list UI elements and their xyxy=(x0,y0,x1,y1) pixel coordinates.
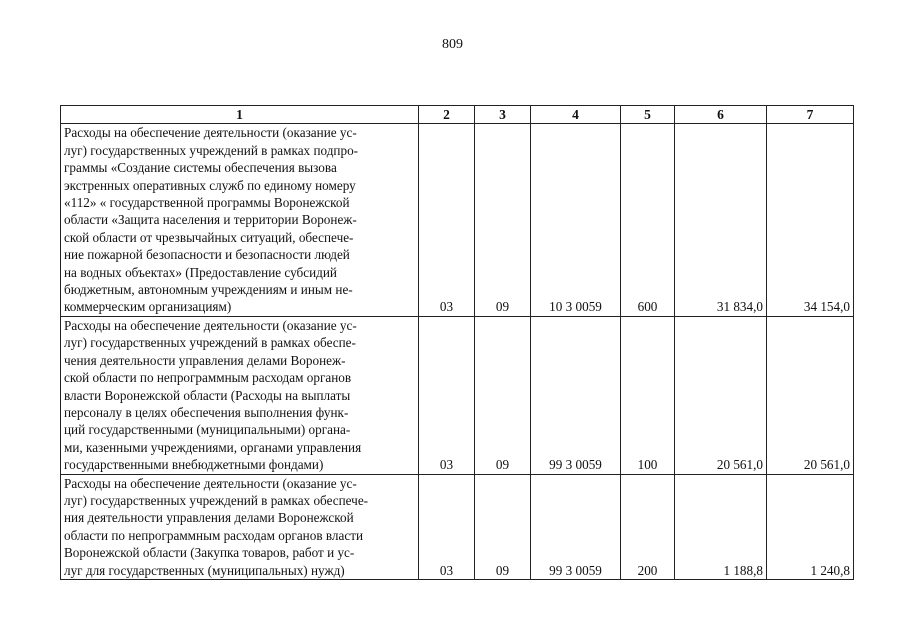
subsection-code: 09 xyxy=(475,474,531,579)
amount-col7: 20 561,0 xyxy=(767,316,854,474)
expense-description: Расходы на обеспечение деятельности (оказание ус- луг) государственных учреждений в рамках обеспече- ния деятельности управления делами Воронежской области по непрограммным расходам органов власти Воронежской области (Закупка товаров, работ и ус- луг для государственных (муниципальных) нужд) xyxy=(61,474,419,579)
target-article-code: 10 3 0059 xyxy=(531,124,621,316)
subsection-code: 09 xyxy=(475,124,531,316)
section-code: 03 xyxy=(419,474,475,579)
target-article-code: 99 3 0059 xyxy=(531,316,621,474)
amount-col6: 31 834,0 xyxy=(675,124,767,316)
subsection-code: 09 xyxy=(475,316,531,474)
column-header: 4 xyxy=(531,106,621,124)
table-header-row xyxy=(61,106,854,124)
column-header: 1 xyxy=(61,106,419,124)
page-number: 809 xyxy=(442,37,463,52)
column-header: 2 xyxy=(419,106,475,124)
column-header: 6 xyxy=(675,106,767,124)
expense-type-code: 200 xyxy=(621,474,675,579)
column-header: 3 xyxy=(475,106,531,124)
section-code: 03 xyxy=(419,316,475,474)
section-code: 03 xyxy=(419,124,475,316)
target-article-code: 99 3 0059 xyxy=(531,474,621,579)
column-header: 5 xyxy=(621,106,675,124)
expense-type-code: 100 xyxy=(621,316,675,474)
expense-type-code: 600 xyxy=(621,124,675,316)
budget-table xyxy=(60,105,854,580)
table-row xyxy=(61,316,854,474)
table-row xyxy=(61,124,854,316)
amount-col6: 1 188,8 xyxy=(675,474,767,579)
amount-col7: 34 154,0 xyxy=(767,124,854,316)
expense-description: Расходы на обеспечение деятельности (оказание ус- луг) государственных учреждений в рамках подпро- граммы «Создание системы обеспечения вызова экстренных оперативных служб по единому номеру «112» « государственной программы Воронежской области «Защита населения и территории Воронеж- ской области от чрезвычайных ситуаций, обеспече- ние пожарной безопасности и безопасности людей на водных объектах» (Предоставление субсидий бюджетным, автономным учреждениям и иным не- коммерческим организациям) xyxy=(61,124,419,316)
expense-description: Расходы на обеспечение деятельности (оказание ус- луг) государственных учреждений в рамках обеспе- чения деятельности управления делами Воронеж- ской области по непрограммным расходам органов власти Воронежской области (Расходы на выплаты персоналу в целях обеспечения выполнения функ- ций государственными (муниципальными) органа- ми, казенными учреждениями, органами управления государственными внебюджетными фондами) xyxy=(61,316,419,474)
column-header: 7 xyxy=(767,106,854,124)
amount-col7: 1 240,8 xyxy=(767,474,854,579)
table-row xyxy=(61,474,854,579)
amount-col6: 20 561,0 xyxy=(675,316,767,474)
